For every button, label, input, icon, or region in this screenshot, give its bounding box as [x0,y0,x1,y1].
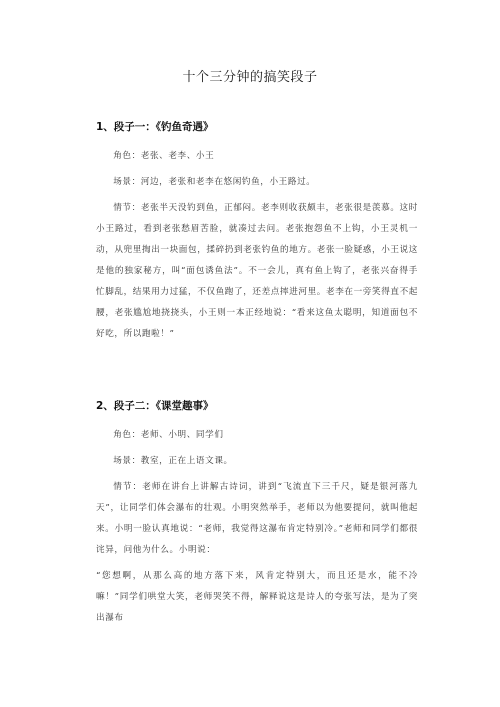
paragraph-roles: 角色：老师、小明、同学们 [113,430,224,440]
section-heading: 1、段子一：《钓鱼奇遇》 [96,121,214,133]
paragraph-plot: 情节：老师在讲台上讲解古诗词，讲到“飞流直下三千尺，疑是银河落九天”，让同学们体会瀑布的壮观。小明突然举手，老师以为他要提问，就叫他起来。小明一脸认真地说：“老师，我觉得这瀑布肯定特别冷。”老师和同学们都很诧异，问他为什么。小明说： [96,482,418,555]
section-heading: 2、段子二：《课堂趣事》 [96,400,214,412]
section-spacer [96,350,418,396]
paragraph-scene: 场景：教室，正在上语文课。 [113,456,233,466]
section-1 [96,117,418,345]
document-body [96,117,418,634]
paragraph-roles: 角色：老张、老李、小王 [113,151,215,161]
paragraph-scene: 场景：河边，老张和老李在悠闲钓鱼，小王路过。 [113,177,316,187]
section-2 [96,396,418,629]
paragraph-plot: 情节：老张半天没钓到鱼，正郁闷。老李则收获颇丰，老张很是羡慕。这时小王路过，看到老张愁眉苦脸，就凑过去问。老张抱怨鱼不上钩，小王灵机一动，从兜里掏出一块面包，揉碎扔到老张钓鱼的地方。老张一脸疑惑，小王说这是他的独家秘方，叫“面包诱鱼法”。不一会儿，真有鱼上钩了，老张兴奋得手忙脚乱，结果用力过猛，不仅鱼跑了，还差点摔进河里。老李在一旁笑得直不起腰，老张尴尬地挠挠头，小王则一本正经地说：“看来这鱼太聪明，知道面包不好吃，所以跑啦！” [96,203,418,339]
paragraph-plot-continued: “您想啊，从那么高的地方落下来，风肯定特别大，而且还是水，能不冷嘛！”同学们哄堂大笑，老师哭笑不得，解释说这是诗人的夸张写法，是为了突出瀑布 [96,571,418,623]
document-title: 十个三分钟的搞笑段子 [182,70,318,85]
